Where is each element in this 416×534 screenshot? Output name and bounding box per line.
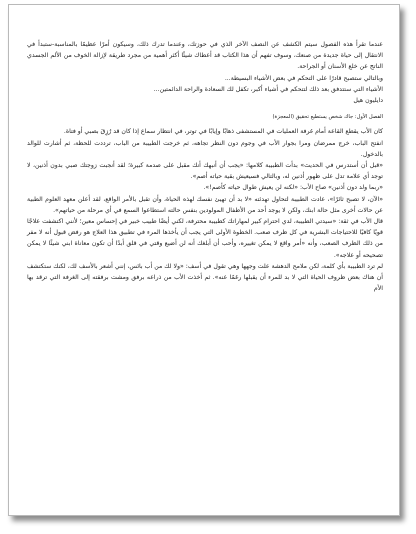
chapter-heading: الفصل الأول: جاك شخص يستطيع تحقيق (المعجزة) — [272, 114, 383, 121]
intro-paragraph-3: الأشياء التي ستتدفق بعد ذلك لتتحكم في أشياء أكبر، تكفل لك السعادة والراحة الدائمتين... — [153, 85, 383, 93]
intro-paragraph-1: عندما تقرأ هذه الفصول سيتم الكشف عن النصف الآخر الذي في حوزتك، وعندما تدرك ذلك، وسيكون أمرًا عظيمًا بالمناسبة-ستبدأ في الانتقال إلى حياة جديدة من صنعك، وسوف تفهم أن هذا الكتاب قد أعطاك شيئًا أكثر أهمية من مجرد طريقة لإزالة الخوف من الألم الجسدي الناتج عن خلع الأسنان أو الجراحة. — [27, 41, 383, 71]
document-page — [8, 4, 400, 516]
body-paragraph-3: «قبل أن أستدرس في الحديث» بدأت الطبيبة كلامها: «يجب أن أنبهك أنك مقبل على صدمة كبيرة؛ لقد أنجبت زوجتك صبي بدون أذنين، لا توجد أي علامة تدل على ظهور أذنين له، وبالتالي فسيعيش بقية حياته أصم». — [27, 162, 383, 181]
body-paragraph-2: انفتح الباب، خرج ممرضان ومرا بجوار الأب في وجوم دون النظر تجاهه، ثم خرجت الطبيبة من الباب، ترددت للحظة، ثم أشارت للوالد بالدخول. — [27, 139, 383, 158]
intro-paragraph-2: وبالتالي ستصبح قادرًا على التحكم في بعض الأشياء البسيطة... — [224, 74, 383, 82]
body-paragraph-7: لم ترد الطبيبة بأي كلمة، لكن ملامح الدهشة علت وجهها وهي تقول في أسف: «ولا لك من أب بائس، إنني أشعر بالأسف لك، لكنك ستكتشف أن هناك بعض ظروف الحياة التي لا بد للمرء أن يقبلها رغمًا عنه». ثم أخذت الأب من ذراعه برفق ومشت برفقته إلى الغرفة التي ترقد بها الأم — [27, 262, 383, 293]
body-paragraph-5: «الآن، لا تصبح ثائرًا»، عادت الطبيبة لتحاول تهدئته «لا بد أن تهيئ نفسك لهذه الحياة، وأن تقبل بالأمر الواقع، لقد أعلن معهد العلوم الطبية عن حالات أخرى مثل حالة ابنك، ولكن لا يوجد أحد من الأطفال المولودين بنفس حالته استطاعوا السمع في أي مرحلة من حياتهم». — [27, 195, 383, 214]
document-text — [27, 39, 383, 294]
body-paragraph-4: «ربما ولد دون أذنين» صاح الأب: «لكنه لن يعيش طوال حياته كأصم!». — [203, 184, 383, 192]
author-name: دايليون هيل — [353, 97, 383, 105]
body-paragraph-6: قال الأب في ثقة: «سيدتي الطبيبة، لدي احترام كبير لمهاراتك كطبيبة محترفة، لكني أيضًا طبيب خبير في إحساس معين؛ لأنني اكتشفت علاجًا قويًا كافيًا للاحتياجات البشرية في كل ظرف صعب. الخطوة الأولى التي يجب أن يأخذها المرء في تطبيق هذا العلاج هو رفض قبول أنه لا مفر من ذلك الظرف الصعب، وأنه «أمر واقع لا يمكن تغييره، وأحب أن أبلغك أنه لن أضيع وقتي في قلق أبدًا أن تكون معاناة ابني شيئًا لا يمكن تصحيحه أو علاجه». — [27, 218, 383, 259]
body-paragraph-1: كان الأب يقطع القاعة أمام غرفة العمليات في المستشفى ذهابًا وإيابًا في توتر، في انتظار سماع إذا كان قد رُزِقَ بصبي أو فتاة. — [63, 128, 383, 136]
